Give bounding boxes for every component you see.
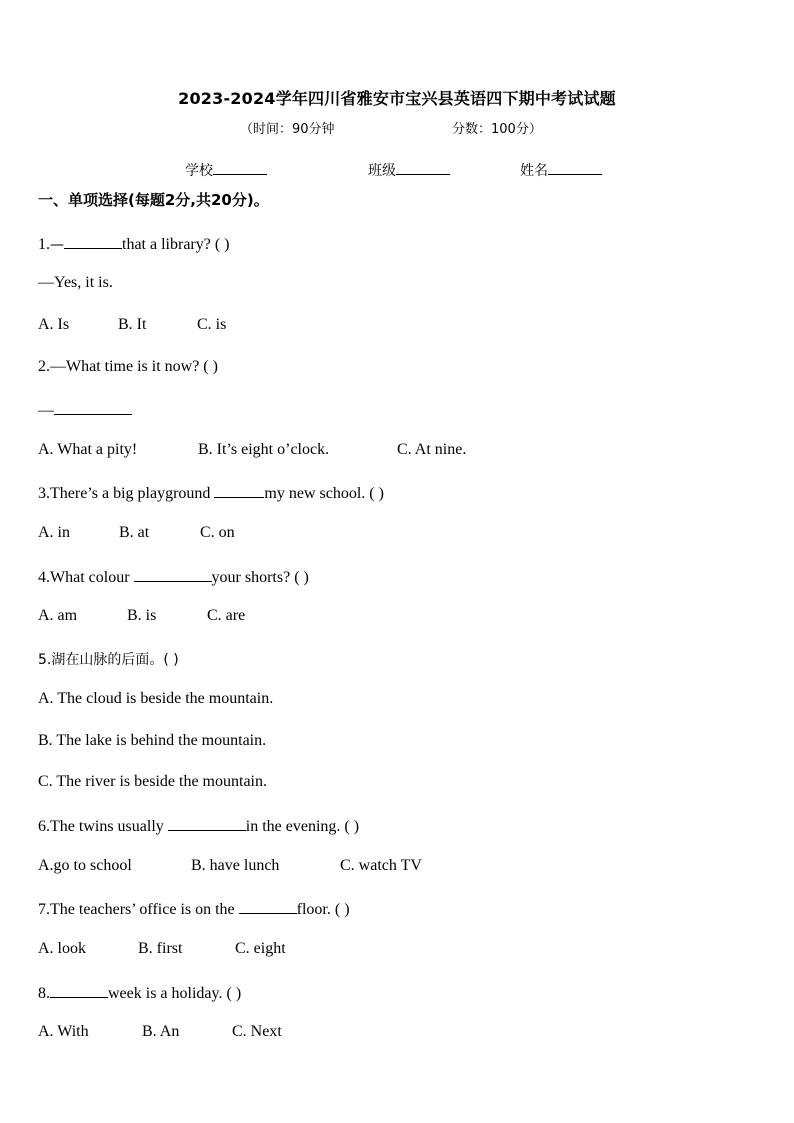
name-field xyxy=(520,160,602,180)
answer-blank[interactable] xyxy=(239,898,297,914)
school-field xyxy=(185,160,267,180)
question-3-stem: 3.There’s a big playground my new school. ( ) xyxy=(38,482,384,503)
option-c[interactable]: C. The river is beside the mountain. xyxy=(38,773,267,790)
option-b[interactable]: B. It’s eight o’clock. xyxy=(198,441,330,458)
section-heading: 一、单项选择(每题2分,共20分)。 xyxy=(38,191,269,209)
class-blank[interactable] xyxy=(396,160,450,175)
answer-blank[interactable] xyxy=(50,982,108,998)
question-4-stem: 4.What colour your shorts? ( ) xyxy=(38,566,309,587)
answer-blank[interactable] xyxy=(54,399,132,415)
option-a[interactable]: A. With xyxy=(38,1023,89,1040)
option-b[interactable]: B. The lake is behind the mountain. xyxy=(38,732,267,749)
question-8-options xyxy=(38,1023,282,1041)
answer-blank[interactable] xyxy=(214,482,264,498)
question-3-options xyxy=(38,524,235,542)
school-blank[interactable] xyxy=(213,160,267,175)
option-c[interactable]: C. Next xyxy=(232,1023,282,1040)
question-1-stem: 1.— that a library? ( ) xyxy=(38,233,230,254)
question-7-options xyxy=(38,940,286,958)
option-a[interactable]: A. Is xyxy=(38,316,70,333)
option-b[interactable]: B. It xyxy=(118,316,147,333)
question-8-stem: 8. week is a holiday. ( ) xyxy=(38,982,241,1003)
option-b[interactable]: B. first xyxy=(138,940,183,957)
option-b[interactable]: B. at xyxy=(119,524,150,541)
name-label: 姓名 xyxy=(520,163,548,179)
exam-score: 分数：100分） xyxy=(452,122,542,137)
option-a[interactable]: A. am xyxy=(38,607,78,624)
exam-time: （时间：90分钟 xyxy=(240,122,335,137)
question-6-stem: 6.The twins usually in the evening. ( ) xyxy=(38,815,359,836)
option-b[interactable]: B. is xyxy=(127,607,157,624)
option-a[interactable]: A. in xyxy=(38,524,70,541)
answer-blank[interactable] xyxy=(168,815,246,831)
question-4-options xyxy=(38,607,245,625)
class-field xyxy=(368,160,450,180)
option-c[interactable]: C. are xyxy=(207,607,246,624)
question-7-stem: 7.The teachers’ office is on the floor. ( ) xyxy=(38,898,350,919)
question-5-stem: 5.湖在山脉的后面。( ) xyxy=(38,652,179,668)
option-c[interactable]: C. is xyxy=(197,316,227,333)
option-a[interactable]: A.go to school xyxy=(38,857,132,874)
question-6-options xyxy=(38,857,422,875)
class-label: 班级 xyxy=(368,163,396,179)
option-c[interactable]: C. on xyxy=(200,524,235,541)
option-a[interactable]: A. look xyxy=(38,940,86,957)
question-1-options xyxy=(38,316,226,334)
answer-blank[interactable] xyxy=(134,566,212,582)
option-b[interactable]: B. have lunch xyxy=(191,857,280,874)
option-a[interactable]: A. The cloud is beside the mountain. xyxy=(38,690,274,707)
option-c[interactable]: C. At nine. xyxy=(397,441,467,458)
option-a[interactable]: A. What a pity! xyxy=(38,441,138,458)
name-blank[interactable] xyxy=(548,160,602,175)
option-c[interactable]: C. watch TV xyxy=(340,857,422,874)
question-2-reply: — xyxy=(38,399,132,420)
option-c[interactable]: C. eight xyxy=(235,940,286,957)
question-2-stem: 2.—What time is it now? ( ) xyxy=(38,358,218,375)
school-label: 学校 xyxy=(185,163,213,179)
question-1-reply: —Yes, it is. xyxy=(38,274,113,291)
exam-title: 2023-2024学年四川省雅安市宝兴县英语四下期中考试试题 xyxy=(178,89,616,108)
question-2-options xyxy=(38,441,466,459)
option-b[interactable]: B. An xyxy=(142,1023,180,1040)
answer-blank[interactable] xyxy=(64,233,122,249)
